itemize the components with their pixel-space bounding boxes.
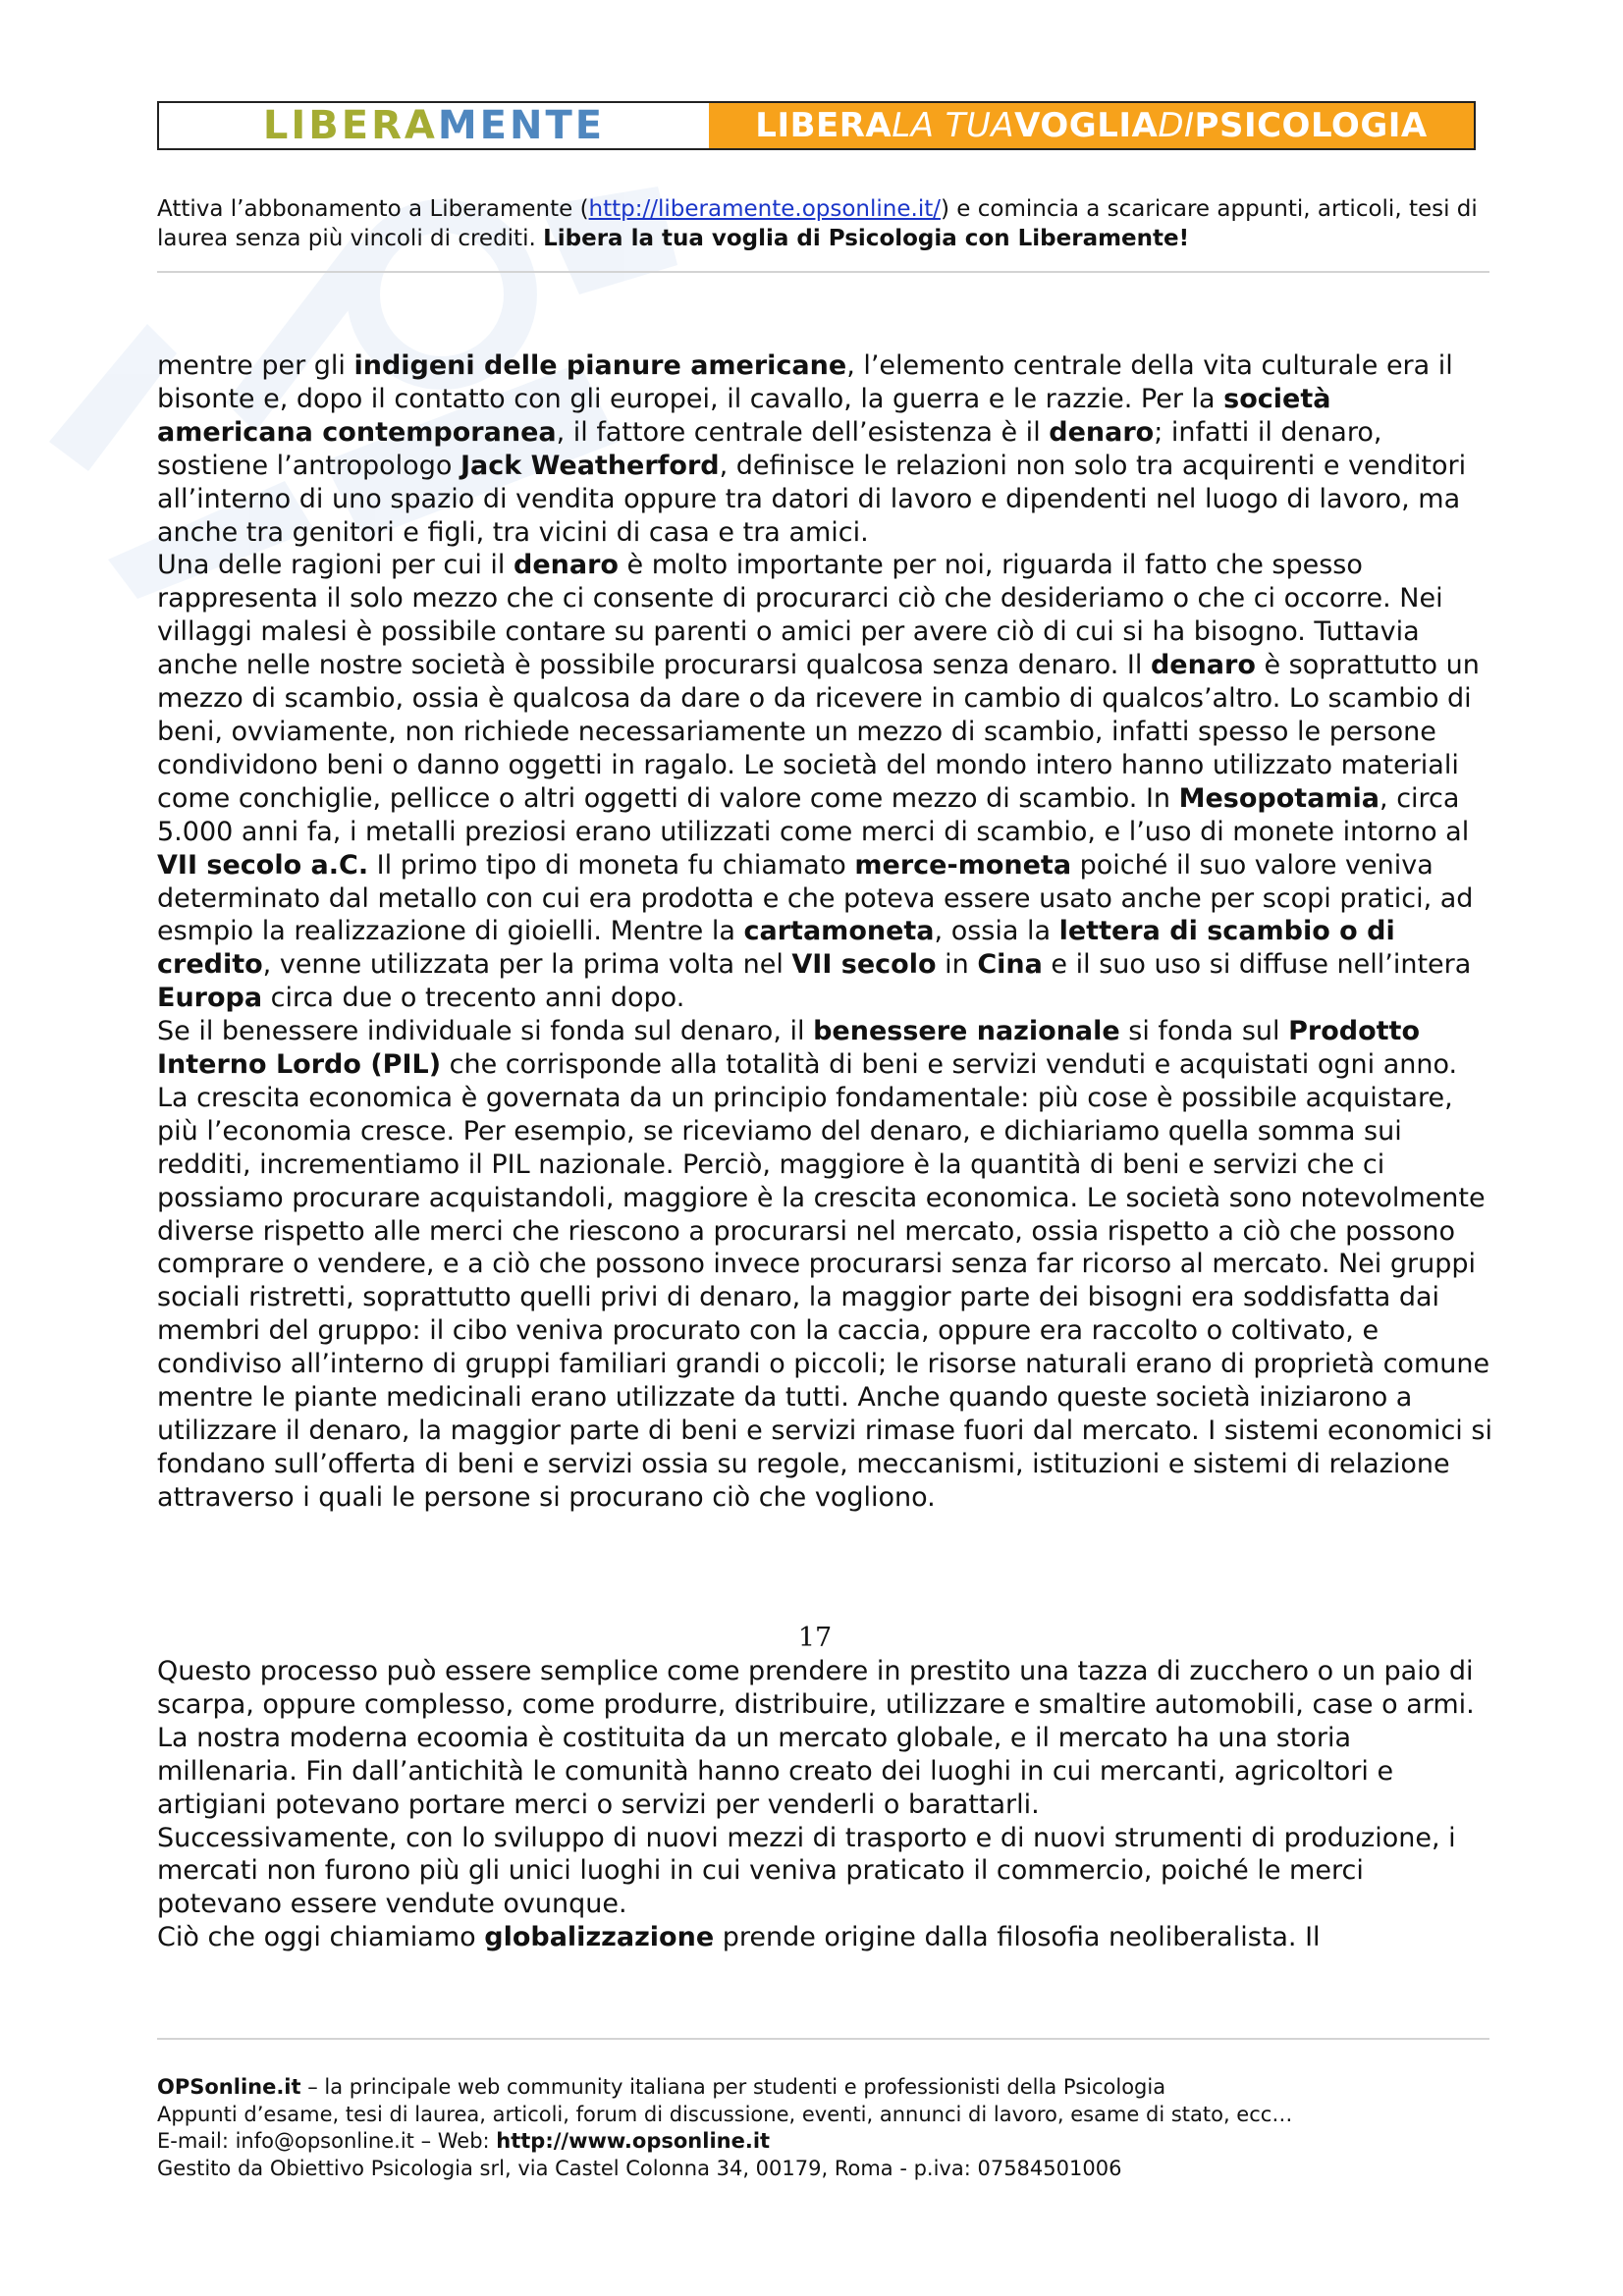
text-run: mentre per gli xyxy=(157,350,354,381)
text-run: e il suo uso si diffuse nell’intera xyxy=(1042,949,1472,981)
bold-term: società americana contemporanea xyxy=(157,383,1331,448)
brand-logo xyxy=(159,103,709,148)
text-run: , venne utilizzata per la prima volta nel xyxy=(262,949,792,981)
bold-term: Jack Weatherford xyxy=(460,450,720,481)
document-body-bottom xyxy=(157,1655,1492,1954)
text-run: ; infatti il denaro, sostiene l’antropologo xyxy=(157,416,1382,481)
slogan-part1: LIBERA xyxy=(755,106,893,145)
text-run: poiché il suo valore veniva determinato dal metallo con cui era prodotta e che poteva essere usato anche per scopi pratici, ad esmpio la realizzazione di gioielli. Mentre la xyxy=(157,849,1474,947)
document-body-top xyxy=(157,349,1492,1515)
text-run: Il primo tipo di moneta fu chiamato xyxy=(368,849,855,881)
text-run: che corrisponde alla totalità di beni e servizi venduti e acquistati ogni anno. La crescita economica è governata da un principio fondamentale: più cose è possibile acquistare, più l’economia cresce. Per esempio, se riceviamo del denaro, e dichiariamo quella somma sui redditi, incrementiamo il PIL nazionale. Perciò, maggiore è la quantità di beni e servizi che ci possiamo procurare acquistandoli, maggiore è la crescita economica. Le società sono notevolmente diverse rispetto alle merci che riescono a procurarsi nel mercato, ossia rispetto a ciò che possono comprare o vendere, e a ciò che possono invece procurarsi senza far ricorso al mercato. Nei gruppi sociali ristretti, soprattutto quelli privi di denaro, la maggior parte dei bisogni era soddisfatta dai membri del gruppo: il cibo veniva procurato con la caccia, oppure era raccolto o coltivato, e condiviso all’interno di gruppi familiari grandi o piccoli; le risorse naturali erano di proprietà comune mentre le piante medicinali erano utilizzate da tutti. Anche quando queste società iniziarono a utilizzare il denaro, la maggior parte di beni e servizi rimase fuori dal mercato. I sistemi economici si fondano sull’offerta di beni e servizi ossia su regole, meccanismi, istituzioni e sistemi di relazione attraverso i quali le persone si procurano ciò che vogliono. xyxy=(157,1049,1492,1513)
footer-contact: E-mail: info@opsonline.it – Web: xyxy=(157,2129,497,2153)
paragraph-5: Successivamente, con lo sviluppo di nuovi mezzi di trasporto e di nuovi strumenti di produzione, i mercati non furono più gli unici luoghi in cui veniva praticato il commercio, poiché le merci potevano essere vendute ovunque. xyxy=(157,1822,1456,1920)
text-run: circa due o trecento anni dopo. xyxy=(262,983,685,1014)
brand-slogan xyxy=(709,103,1474,148)
bold-term: globalizzazione xyxy=(484,1922,715,1953)
intro-text-before-link: Attiva l’abbonamento a Liberamente ( xyxy=(157,196,589,222)
text-run: Se il benessere individuale si fonda sul denaro, il xyxy=(157,1016,814,1047)
bold-term: Mesopotamia xyxy=(1178,782,1380,814)
page-number: 17 xyxy=(797,1623,833,1653)
intro-bold-slogan: Libera la tua voglia di Psicologia con Liberamente! xyxy=(543,226,1190,251)
slogan-part4: DI xyxy=(1158,106,1195,145)
header-banner xyxy=(157,101,1476,150)
footer-divider xyxy=(157,2038,1489,2040)
bold-term: Europa xyxy=(157,983,263,1014)
slogan-part3: VOGLIA xyxy=(1014,106,1159,145)
paragraph-3 xyxy=(157,1015,1492,1515)
text-run: prende origine dalla filosofia neoliberalista. Il xyxy=(714,1922,1321,1953)
footer-line-1 xyxy=(157,2074,1492,2102)
text-run: Una delle ragioni per cui il xyxy=(157,550,514,581)
footer-line-3 xyxy=(157,2128,1492,2156)
text-run: , definisce le relazioni non solo tra acquirenti e venditori all’interno di uno spazio di vendita oppure tra datori di lavoro e dipendenti nel luogo di lavoro, ma anche tra genitori e figli, tra vicini di casa e tra amici. xyxy=(157,450,1467,548)
bold-term: denaro xyxy=(1049,416,1155,448)
paragraph-6 xyxy=(157,1921,1492,1954)
bold-term: lettera di scambio o di credito xyxy=(157,916,1395,981)
bold-term: merce-moneta xyxy=(854,849,1072,881)
text-run: , ossia la xyxy=(934,916,1059,947)
subscription-notice xyxy=(157,194,1483,253)
text-run: Ciò che oggi chiamiamo xyxy=(157,1922,485,1953)
bold-term: VII secolo xyxy=(791,949,937,981)
footer-line-4: Gestito da Obiettivo Psicologia srl, via Castel Colonna 34, 00179, Roma - p.iva: 07584501006 xyxy=(157,2156,1122,2180)
text-run: , il fattore centrale dell’esistenza è il xyxy=(556,416,1050,448)
liberamente-link[interactable]: http://liberamente.opsonline.it/ xyxy=(588,196,941,222)
bold-term: benessere nazionale xyxy=(813,1016,1120,1047)
page-footer xyxy=(157,2074,1492,2182)
bold-term: indigeni delle pianure americane xyxy=(353,350,847,381)
intro-text-after-link: ) e comincia a scaricare appunti, articoli, tesi di laurea senza più vincoli di crediti. xyxy=(157,196,1478,251)
bold-term: denaro xyxy=(514,550,619,581)
footer-line-2: Appunti d’esame, tesi di laurea, articoli, forum di discussione, eventi, annunci di lavoro, esame di stato, ecc… xyxy=(157,2102,1293,2126)
paragraph-4: Questo processo può essere semplice come prendere in prestito una tazza di zucchero o un paio di scarpa, oppure complesso, come produrre, distribuire, utilizzare e smaltire automobili, case o armi. La nostra moderna ecoomia è costituita da un mercato globale, e il mercato ha una storia millenaria. Fin dall’antichità le comunità hanno creato dei luoghi in cui mercanti, agricoltori e artigiani potevano portare merci o servizi per venderli o barattarli. xyxy=(157,1656,1475,1820)
text-run: , circa 5.000 anni fa, i metalli preziosi erano utilizzati come merci di scambio, e l’uso di monete intorno al xyxy=(157,782,1470,847)
bold-term: Prodotto Interno Lordo (PIL) xyxy=(157,1016,1421,1081)
footer-site-name: OPSonline.it xyxy=(157,2075,301,2099)
footer-web-link[interactable]: http://www.opsonline.it xyxy=(496,2129,771,2153)
brand-text-part1: LIBERA xyxy=(262,103,438,148)
text-run: si fonda sul xyxy=(1119,1016,1289,1047)
bold-term: VII secolo a.C. xyxy=(157,849,369,881)
text-run: è soprattutto un mezzo di scambio, ossia è qualcosa da dare o da ricevere in cambio di qualcos’altro. Lo scambio di beni, ovviamente, non richiede necessariamente un mezzo di scambio, infatti spesso le persone condividono beni o danno oggetti in ragalo. Le società del mondo intero hanno utilizzato materiali come conchiglie, pellicce o altri oggetti di valore come mezzo di scambio. In xyxy=(157,650,1480,814)
footer-tagline: – la principale web community italiana per studenti e professionisti della Psicologia xyxy=(300,2075,1166,2099)
slogan-part2: LA TUA xyxy=(892,106,1015,145)
text-run: è molto importante per noi, riguarda il fatto che spesso rappresenta il solo mezzo che ci consente di procurarci ciò che desideriamo o che ci occorre. Nei villaggi malesi è possibile contare su parenti o amici per avere ciò di cui si ha bisogno. Tuttavia anche nelle nostre società è possibile procurarsi qualcosa senza denaro. Il xyxy=(157,550,1443,681)
header-divider xyxy=(157,271,1489,273)
text-run: in xyxy=(936,949,978,981)
text-run: , l’elemento centrale della vita culturale era il bisonte e, dopo il contatto con gli europei, il cavallo, la guerra e le razzie. Per la xyxy=(157,350,1453,414)
slogan-part5: PSICOLOGIA xyxy=(1194,106,1428,145)
brand-text-part2: MENTE xyxy=(437,103,606,148)
paragraph-2 xyxy=(157,549,1492,1015)
bold-term: cartamoneta xyxy=(743,916,935,947)
bold-term: denaro xyxy=(1150,650,1256,681)
bold-term: Cina xyxy=(977,949,1043,981)
paragraph-1 xyxy=(157,349,1492,549)
